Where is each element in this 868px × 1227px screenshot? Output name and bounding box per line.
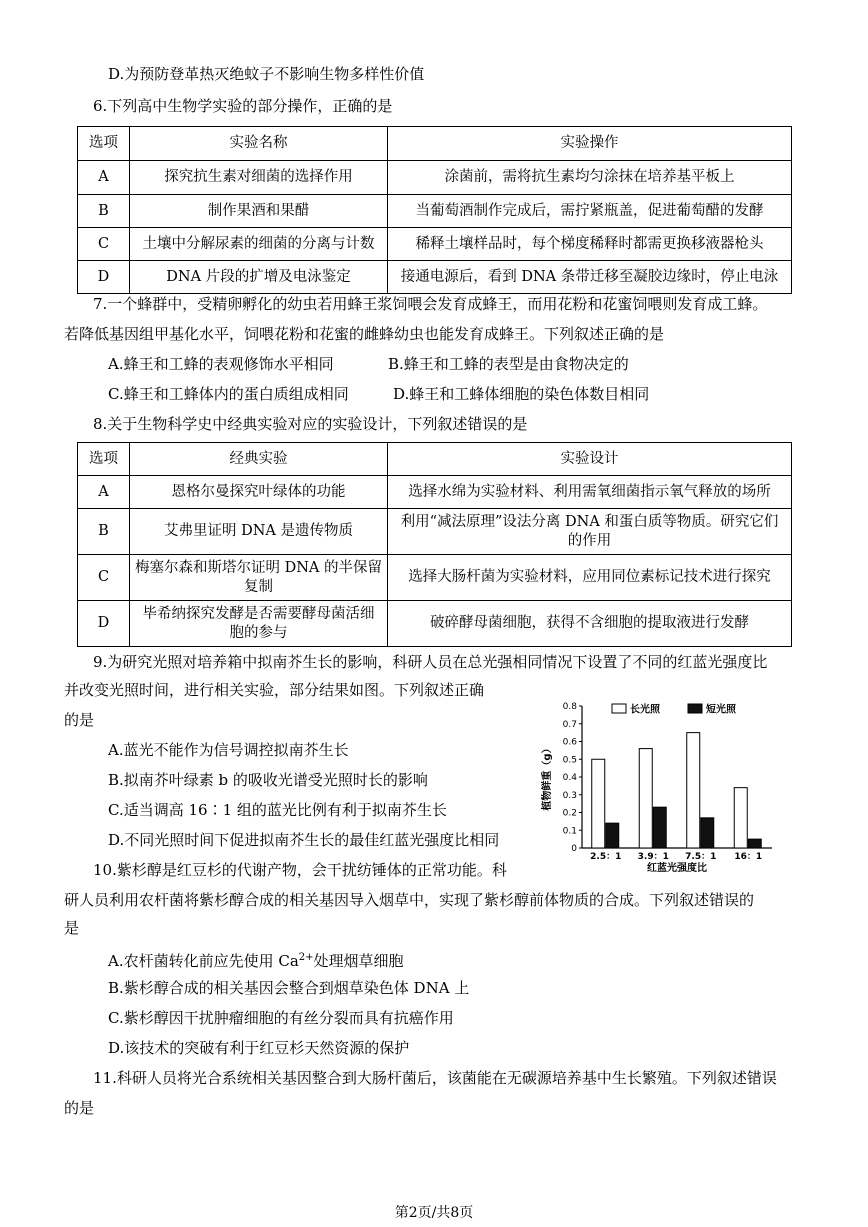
table-cell bbox=[130, 476, 388, 509]
page-footer: 第2页/共8页 bbox=[394, 1205, 474, 1221]
cell-line: 毕希纳探究发酵是否需要酵母菌活细 bbox=[142, 605, 375, 622]
table-cell: 制作果酒和果醋 bbox=[130, 195, 388, 228]
q6-header-name: 实验名称 bbox=[130, 127, 388, 161]
q7-stem-line1: 7.一个蜂群中，受精卵孵化的幼虫若用蜂王浆饲喂会发育成蜂王，而用花粉和花蜜饲喂则发育成工蜂。 bbox=[93, 295, 768, 313]
bar bbox=[748, 839, 761, 848]
table-cell: 探究抗生素对细菌的选择作用 bbox=[130, 161, 388, 195]
q8-stem: 8.关于生物科学史中经典实验对应的实验设计，下列叙述错误的是 bbox=[93, 415, 528, 433]
cell-line: 选择水绵为实验材料、利用需氧细菌指示氧气释放的场所 bbox=[408, 483, 771, 500]
y-tick-label: 0 bbox=[571, 844, 577, 854]
y-tick-label: 0.6 bbox=[562, 737, 577, 748]
bar bbox=[639, 749, 652, 848]
table-cell: 当葡萄酒制作完成后，需拧紧瓶盖，促进葡萄醋的发酵 bbox=[388, 195, 792, 228]
q9-option-a: A.蓝光不能作为信号调控拟南芥生长 bbox=[108, 741, 349, 759]
q6-table bbox=[77, 126, 792, 294]
bar bbox=[687, 733, 700, 848]
table-cell: DNA 片段的扩增及电泳鉴定 bbox=[130, 261, 388, 294]
table-cell bbox=[130, 509, 388, 555]
cell-line: 利用“减法原理”设法分离 DNA 和蛋白质等物质。研究它们 bbox=[400, 513, 779, 530]
q9-option-d: D.不同光照时间下促进拟南芥生长的最佳红蓝光强度比相同 bbox=[108, 831, 500, 849]
table-row bbox=[78, 601, 792, 647]
q8-table bbox=[77, 442, 792, 647]
x-axis-label: 红蓝光强度比 bbox=[647, 863, 707, 872]
table-row bbox=[78, 228, 792, 261]
q6-header-option: 选项 bbox=[78, 127, 130, 161]
table-cell: D bbox=[78, 261, 130, 294]
table-cell: B bbox=[78, 195, 130, 228]
y-tick-label: 0.1 bbox=[562, 826, 577, 837]
bar bbox=[606, 823, 619, 848]
table-cell: A bbox=[78, 161, 130, 195]
q9-stem-line3: 的是 bbox=[64, 711, 95, 729]
y-axis-label: 植物鲜重（g） bbox=[542, 743, 553, 811]
legend-label: 长光照 bbox=[630, 704, 660, 716]
x-tick-label: 2.5：1 bbox=[590, 852, 622, 862]
table-cell: 涂菌前，需将抗生素均匀涂抹在培养基平板上 bbox=[388, 161, 792, 195]
q7-option-d: D.蜂王和工蜂体细胞的染色体数目相同 bbox=[393, 385, 650, 403]
q10-option-c: C.紫杉醇因干扰肿瘤细胞的有丝分裂而具有抗癌作用 bbox=[108, 1009, 454, 1027]
table-cell: 稀释土壤样品时，每个梯度稀释时都需更换移液器枪头 bbox=[388, 228, 792, 261]
table-row bbox=[78, 261, 792, 294]
q7-stem-line2: 若降低基因组甲基化水平，饲喂花粉和花蜜的雌蜂幼虫也能发育成蜂王。下列叙述正确的是 bbox=[64, 325, 665, 343]
cell-line: 艾弗里证明 DNA 是遗传物质 bbox=[163, 523, 353, 539]
table-cell: 土壤中分解尿素的细菌的分离与计数 bbox=[130, 228, 388, 261]
table-row bbox=[78, 161, 792, 195]
table-cell bbox=[130, 555, 388, 601]
q6-header-operation: 实验操作 bbox=[388, 127, 792, 161]
cell-line: 恩格尔曼探究叶绿体的功能 bbox=[171, 483, 346, 500]
y-tick-label: 0.3 bbox=[562, 790, 577, 801]
q8-header-option: 选项 bbox=[78, 443, 130, 476]
x-tick-label: 16：1 bbox=[734, 852, 763, 862]
q11-stem-line2: 的是 bbox=[64, 1099, 95, 1117]
table-cell: C bbox=[78, 555, 130, 601]
table-cell: A bbox=[78, 476, 130, 509]
cell-line: 破碎酵母菌细胞，获得不含细胞的提取液进行发酵 bbox=[430, 615, 749, 631]
q9-option-c: C.适当调高 16∶1 组的蓝光比例有利于拟南芥生长 bbox=[108, 801, 447, 819]
bar bbox=[653, 807, 666, 848]
table-row bbox=[78, 476, 792, 509]
legend-swatch bbox=[612, 704, 626, 713]
q8-header-design: 实验设计 bbox=[388, 443, 792, 476]
table-cell bbox=[388, 476, 792, 509]
table-cell: C bbox=[78, 228, 130, 261]
q9-stem-line1: 9.为研究光照对培养箱中拟南芥生长的影响，科研人员在总光强相同情况下设置了不同的红蓝光强度比 bbox=[93, 653, 768, 671]
q9-option-b: B.拟南芥叶绿素 b 的吸收光谱受光照时长的影响 bbox=[108, 771, 428, 789]
table-cell: B bbox=[78, 509, 130, 555]
table-row bbox=[78, 555, 792, 601]
cell-line: 复制 bbox=[244, 578, 273, 595]
table-cell bbox=[130, 601, 388, 647]
q6-stem: 6.下列高中生物学实验的部分操作，正确的是 bbox=[93, 97, 393, 115]
q5-option-d: D.为预防登革热灭绝蚊子不影响生物多样性价值 bbox=[108, 65, 425, 83]
q11-stem-line1: 11.科研人员将光合系统相关基因整合到大肠杆菌后，该菌能在无碳源培养基中生长繁殖。下列叙述错误 bbox=[93, 1069, 777, 1087]
legend-swatch bbox=[688, 704, 702, 713]
cell-line: 选择大肠杆菌为实验材料，应用同位素标记技术进行探究 bbox=[408, 569, 771, 585]
q9-stem-line2: 并改变光照时间，进行相关实验，部分结果如图。下列叙述正确 bbox=[64, 681, 485, 699]
table-cell bbox=[388, 601, 792, 647]
bar bbox=[734, 788, 747, 848]
bar-chart bbox=[538, 694, 778, 872]
q10-option-a-text: A.农杆菌转化前应先使用 Ca bbox=[108, 952, 299, 970]
q7-option-c: C.蜂王和工蜂体内的蛋白质组成相同 bbox=[108, 385, 349, 403]
q10-stem-line3: 是 bbox=[64, 919, 80, 937]
cell-line: 胞的参与 bbox=[229, 624, 288, 641]
x-tick-label: 7.5：1 bbox=[685, 852, 717, 862]
q10-option-a-superscript: 2+ bbox=[298, 952, 314, 963]
x-tick-label: 3.9：1 bbox=[637, 852, 669, 862]
y-tick-label: 0.4 bbox=[562, 773, 577, 783]
q10-stem-line2: 研人员利用农杆菌将紫杉醇合成的相关基因导入烟草中，实现了紫杉醇前体物质的合成。下列叙述错误的 bbox=[64, 891, 755, 909]
q7-option-a: A.蜂王和工蜂的表观修饰水平相同 bbox=[108, 355, 334, 373]
q10-stem-line1: 10.紫杉醇是红豆杉的代谢产物，会干扰纺锤体的正常功能。科 bbox=[93, 861, 507, 879]
table-cell bbox=[388, 555, 792, 601]
table-cell: D bbox=[78, 601, 130, 647]
bar bbox=[592, 759, 605, 848]
table-row bbox=[78, 195, 792, 228]
table-cell bbox=[388, 509, 792, 555]
q7-option-b: B.蜂王和工蜂的表型是由食物决定的 bbox=[388, 355, 629, 373]
y-tick-label: 0.2 bbox=[562, 808, 577, 819]
q8-header-experiment: 经典实验 bbox=[130, 443, 388, 476]
y-tick-label: 0.7 bbox=[562, 719, 577, 730]
q10-option-a-text-end: 处理烟草细胞 bbox=[313, 952, 404, 970]
q10-option-a bbox=[108, 948, 404, 971]
q10-option-d: D.该技术的突破有利于红豆杉天然资源的保护 bbox=[108, 1039, 410, 1057]
y-tick-label: 0.5 bbox=[562, 755, 577, 766]
q10-option-b: B.紫杉醇合成的相关基因会整合到烟草染色体 DNA 上 bbox=[108, 979, 470, 997]
legend-label: 短光照 bbox=[706, 704, 736, 716]
cell-line: 梅塞尔森和斯塔尔证明 DNA 的半保留 bbox=[134, 559, 382, 576]
bar bbox=[701, 818, 714, 848]
table-cell: 接通电源后，看到 DNA 条带迁移至凝胶边缘时，停止电泳 bbox=[388, 261, 792, 294]
table-row bbox=[78, 509, 792, 555]
y-tick-label: 0.8 bbox=[562, 702, 577, 712]
cell-line: 的作用 bbox=[567, 532, 612, 549]
